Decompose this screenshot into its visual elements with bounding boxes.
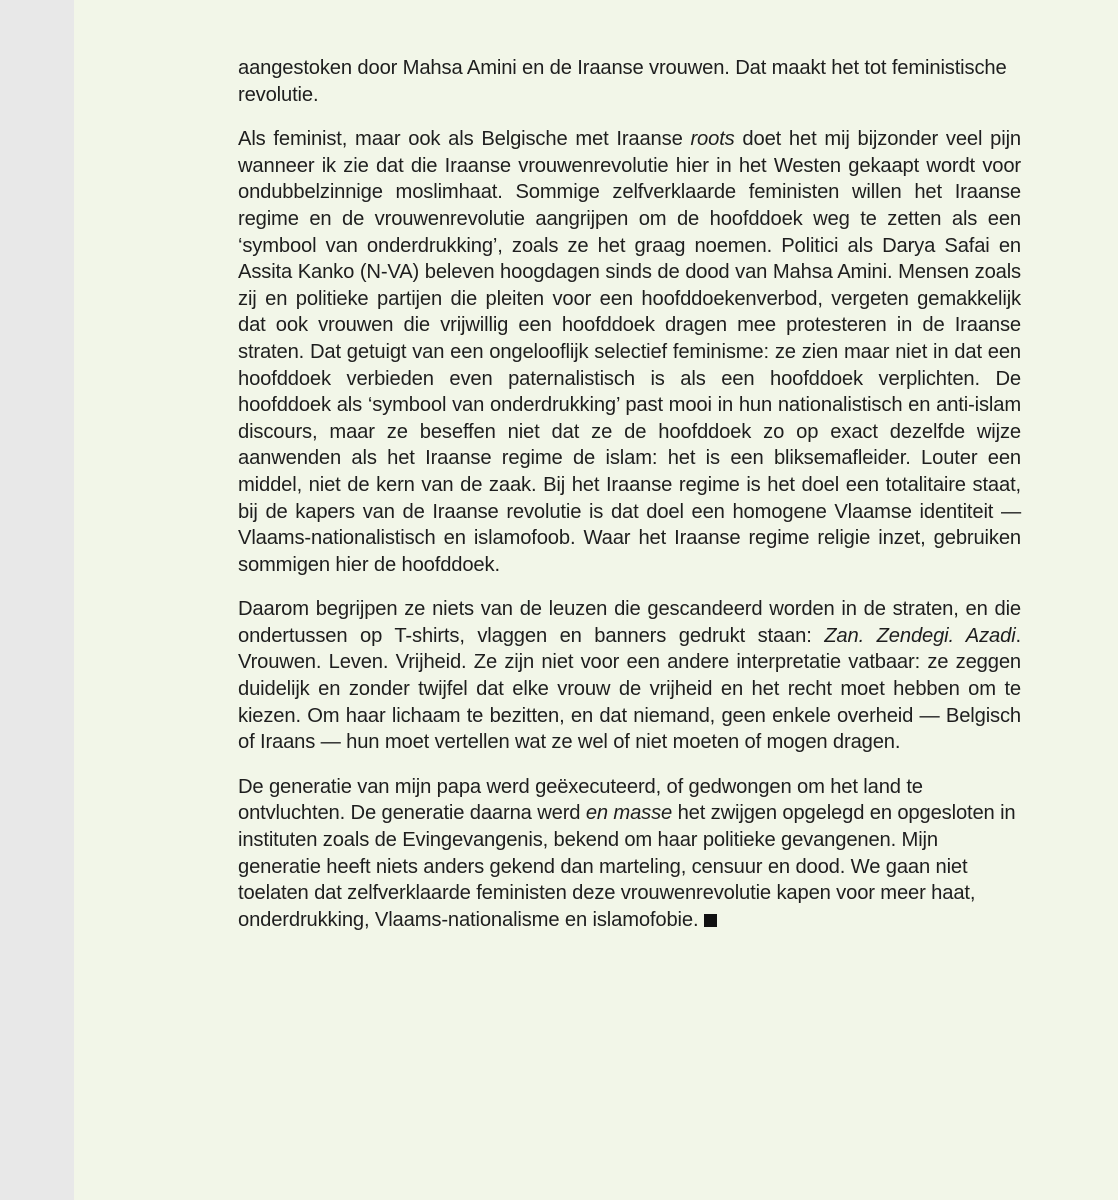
paragraph-4-text-b: het zwijgen opgelegd en opgesloten in instituten zoals de Evingevangenis, bekend om haar politieke gevangenen. Mijn generatie heeft niets anders gekend dan marteling, censuur en dood. We gaan niet toelaten dat zelfverklaarde feministen deze vrouwenrevolutie kapen voor meer haat, onderdrukking, Vlaams-nationalisme en islamofobie. [238,802,1016,931]
paragraph-3-text-a: Daarom begrijpen ze niets van de leuzen die gescandeerd worden in de straten, en die ondertussen op T-shirts, vlaggen en banners gedrukt staan: [238,598,1021,647]
paragraph-1 [238,55,1021,108]
en-masse-emphasis: en masse [585,802,673,825]
slogan-emphasis: Zan. Zendegi. Azadi [824,624,1016,647]
paragraph-2-text-a: Als feminist, maar ook als Belgische met Iraanse [238,128,691,151]
paragraph-3 [238,596,1021,756]
paragraph-2-text-b: doet het mij bijzonder veel pijn wanneer ik zie dat die Iraanse vrouwenrevolutie hier in het Westen gekaapt wordt voor ondubbelzinnige moslimhaat. Sommige zelfverklaarde feministen willen het Iraanse regime en de vrouwenrevolutie aangrijpen om de hoofddoek weg te zetten als een ‘symbool van onderdrukking’, zoals ze het graag noemen. Politici als Darya Safai en Assita Kanko (N-VA) beleven hoogdagen sinds de dood van Mahsa Amini. Mensen zoals zij en politieke partijen die pleiten voor een hoofddoekenverbod, vergeten gemakkelijk dat ook vrouwen die vrijwillig een hoofddoek dragen mee protesteren in de Iraanse straten. Dat getuigt van een ongelooflijk selectief feminisme: ze zien maar niet in dat een hoofddoek verbieden even paternalistisch is als een hoofddoek verplichten. De hoofddoek als ‘symbool van onderdrukking’ past mooi in hun nationalistisch en anti-islam discours, maar ze beseffen niet dat ze de hoofddoek zo op exact dezelfde wijze aanwenden als het Iraanse regime de islam: het is een bliksemafleider. Louter een middel, niet de kern van de zaak. Bij het Iraanse regime is het doel een totalitaire staat, bij de kapers van de Iraanse revolutie is dat doel een homogene Vlaamse identiteit — Vlaams-nationalistisch en islamofoob. Waar het Iraanse regime religie inzet, gebruiken sommigen hier de hoofddoek. [238,128,1021,576]
document-page [74,0,1118,1200]
paragraph-4 [238,774,1021,934]
paragraph-4-text-a: De generatie van mijn papa werd geëxecuteerd, of gedwongen om het land te ontvluchten. De generatie daarna werd [238,775,923,825]
end-of-article-mark [704,914,717,927]
viewer-margin [0,0,74,1200]
paragraph-2 [238,126,1021,578]
paragraph-1-text: aangestoken door Mahsa Amini en de Iraanse vrouwen. Dat maakt het tot feministische revolutie. [238,57,1007,106]
roots-emphasis: roots [690,128,735,151]
paragraph-3-text-b: . Vrouwen. Leven. Vrijheid. Ze zijn niet voor een andere interpretatie vatbaar: ze zeggen duidelijk en zonder twijfel dat elke vrouw de vrijheid en het recht moet hebben om te kiezen. Om haar lichaam te bezitten, en dat niemand, geen enkele overheid — Belgisch of Iraans — hun moet vertellen wat ze wel of niet moeten of mogen dragen. [238,624,1021,754]
article-body [238,55,1021,951]
